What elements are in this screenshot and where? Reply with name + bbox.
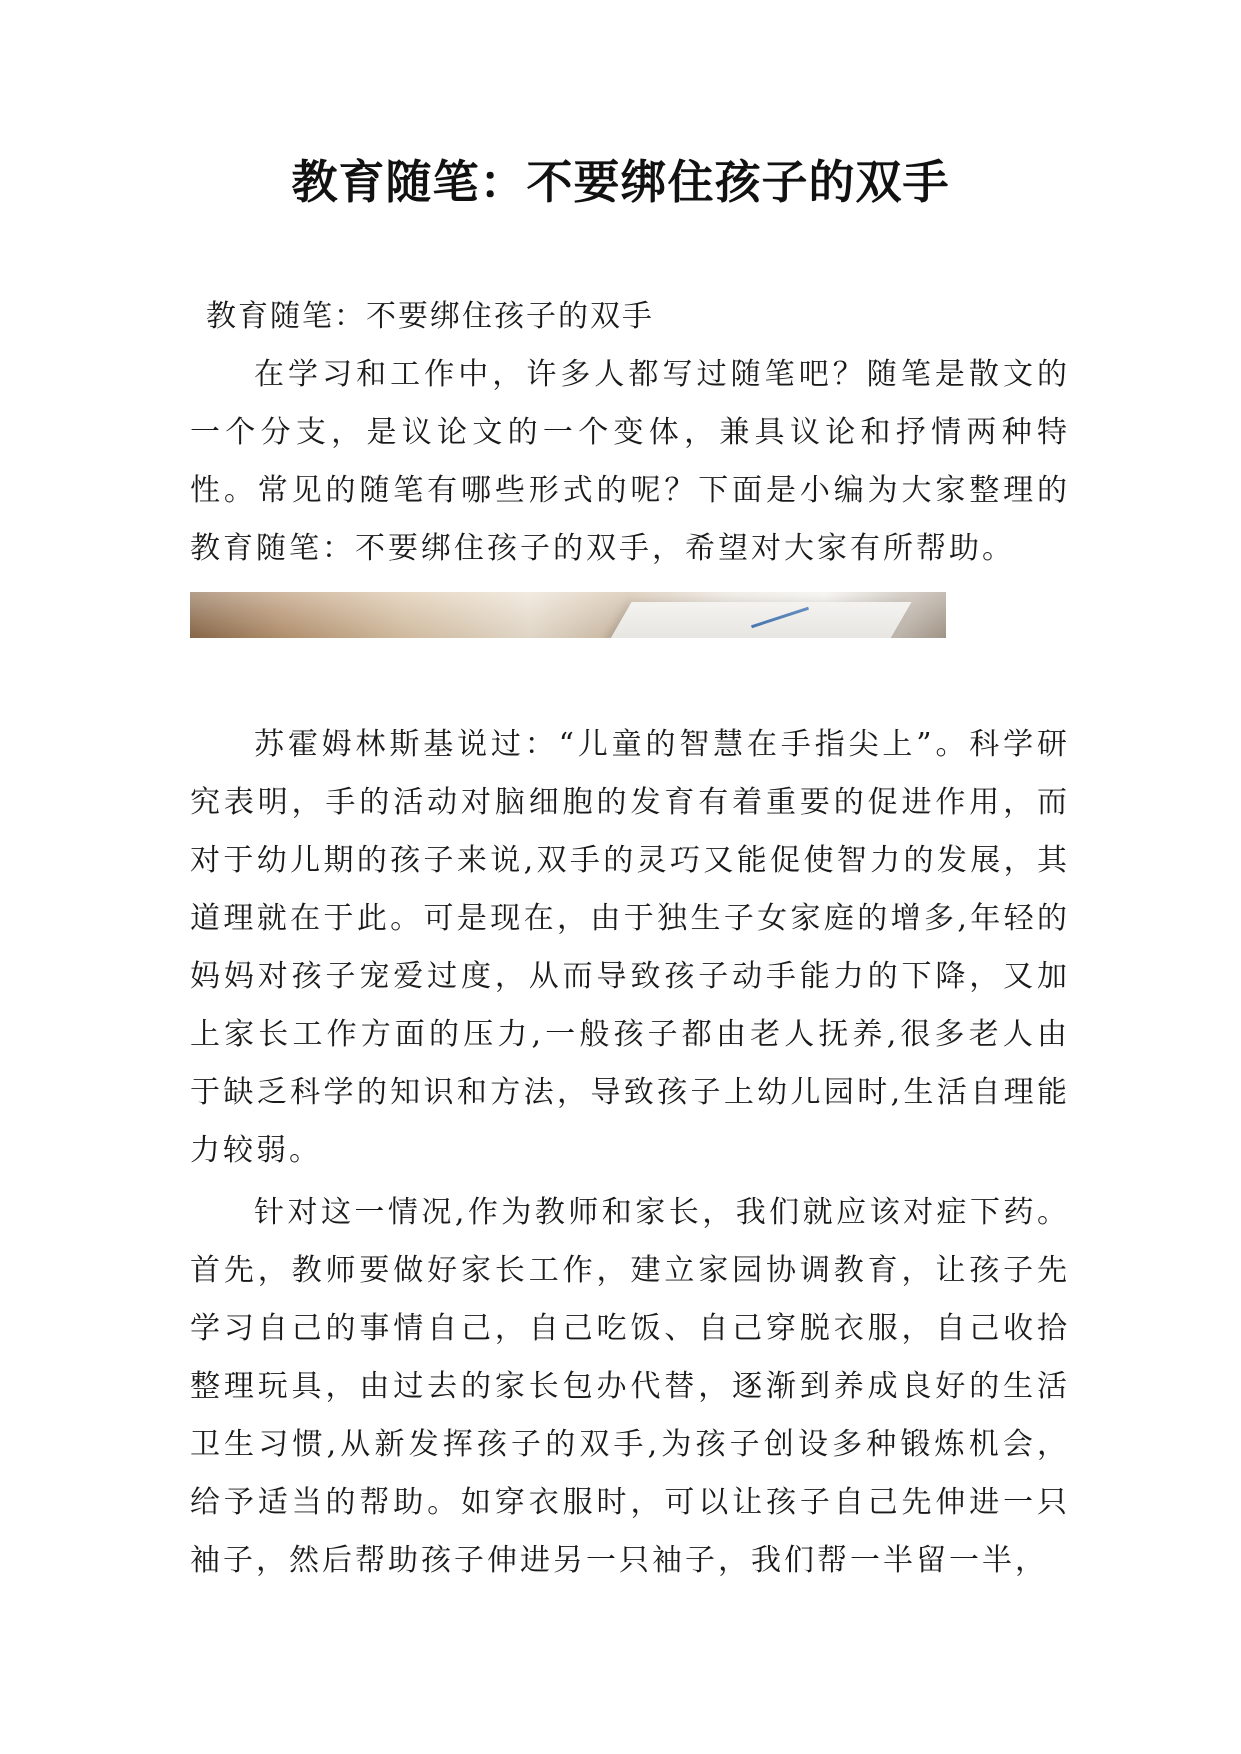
photo-shade xyxy=(190,592,946,638)
paragraph-body-2: 针对这一情况,作为教师和家长，我们就应该对症下药。首先，教师要做好家长工作，建立家园协调教育，让孩子先学习自己的事情自己，自己吃饭、自己穿脱衣服，自己收拾整理玩具，由过去的家长包办代替，逐渐到养成良好的生活卫生习惯,从新发挥孩子的双手,为孩子创设多种锻炼机会，给予适当的帮助。如穿衣服时，可以让孩子自己先伸进一只袖子，然后帮助孩子伸进另一只袖子，我们帮一半留一半， xyxy=(190,1195,1070,1578)
page-title: 教育随笔：不要绑住孩子的双手 xyxy=(291,155,950,209)
article-body xyxy=(190,288,1070,1590)
paragraph-body-1: 苏霍姆林斯基说过：“儿童的智慧在手指尖上”。科学研究表明，手的活动对脑细胞的发育有着重要的促进作用，而对于幼儿期的孩子来说,双手的灵巧又能促使智力的发展，其道理就在于此。可是现在，由于独生子女家庭的增多,年轻的妈妈对孩子宠爱过度，从而导致孩子动手能力的下降，又加上家长工作方面的压力,一般孩子都由老人抚养,很多老人由于缺乏科学的知识和方法，导致孩子上幼儿园时,生活自理能力较弱。 xyxy=(190,727,1070,1168)
article-photo xyxy=(190,592,946,638)
article-subtitle: 教育随笔：不要绑住孩子的双手 xyxy=(206,299,654,334)
paragraph-intro: 在学习和工作中，许多人都写过随笔吧？随笔是散文的一个分支，是议论文的一个变体，兼具议论和抒情两种特性。常见的随笔有哪些形式的呢？下面是小编为大家整理的教育随笔：不要绑住孩子的双手，希望对大家有所帮助。 xyxy=(190,357,1070,566)
